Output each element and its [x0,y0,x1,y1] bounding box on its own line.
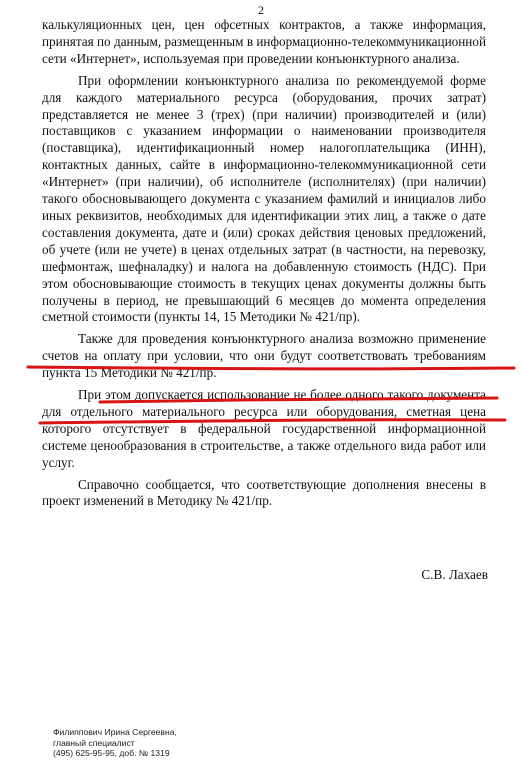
letter-body [42,17,486,515]
paragraph-3: Также для проведения конъюнктурного анализа возможно применение счетов на оплату при условии, что они будут соответствовать требованиям пункта 15 Методики № 421/пр. [42,331,486,381]
contact-phone: (495) 625-95-95, доб. № 1319 [53,748,170,758]
contact-footer [53,727,273,759]
contact-name: Филиппович Ирина Сергеевна, [53,727,177,737]
paragraph-2: При оформлении конъюнктурного анализа по рекомендуемой форме для каждого материального ресурса (оборудования, прочих затрат) представляется не менее 3 (трех) (при наличии) производителей и (или) поставщиков с указанием информации о наименовании производителя (поставщика), идентификационный номер налогоплательщика (ИНН), контактных данных, сайте в информационно-телекоммуникационной сети «Интернет» (при наличии), об исполнителе (исполнителях) (при наличии) такого обосновывающего документа с указанием фамилий и инициалов либо иных реквизитов, необходимых для идентификации этих лиц, а также о дате составления документа, дате и (или) сроках действия ценовых предложений, об учете (или не учете) в ценах отдельных затрат (в частности, на перевозку, шефмонтаж, шефналадку) и налога на добавленную стоимость (НДС). При этом обосновывающие стоимость в текущих ценах документы должны быть получены в период, не превышающий 6 месяцев до момента определения сметной стоимости (пункты 14, 15 Методики № 421/пр). [42,72,486,325]
signature-name: С.В. Лахаев [421,567,488,582]
page-number: 2 [258,3,264,17]
paragraph-5: Справочно сообщается, что соответствующие дополнения внесены в проект изменений в Методику № 421/пр. [42,476,486,509]
paragraph-1: калькуляционных цен, цен офсетных контрактов, а также информация, принятая по данным, размещенным в информационно-телекоммуникационной сети «Интернет», используемая при проведении конъюнктурного анализа. [42,17,486,66]
contact-position: главный специалист [53,737,135,748]
paragraph-4: При этом допускается использование не более одного такого документа для отдельного материального ресурса или оборудования, сметная цена которого отсутствует в федеральной государственной информационной системе ценообразования в строительстве, а также отдельного вида работ или услуг. [42,387,486,470]
